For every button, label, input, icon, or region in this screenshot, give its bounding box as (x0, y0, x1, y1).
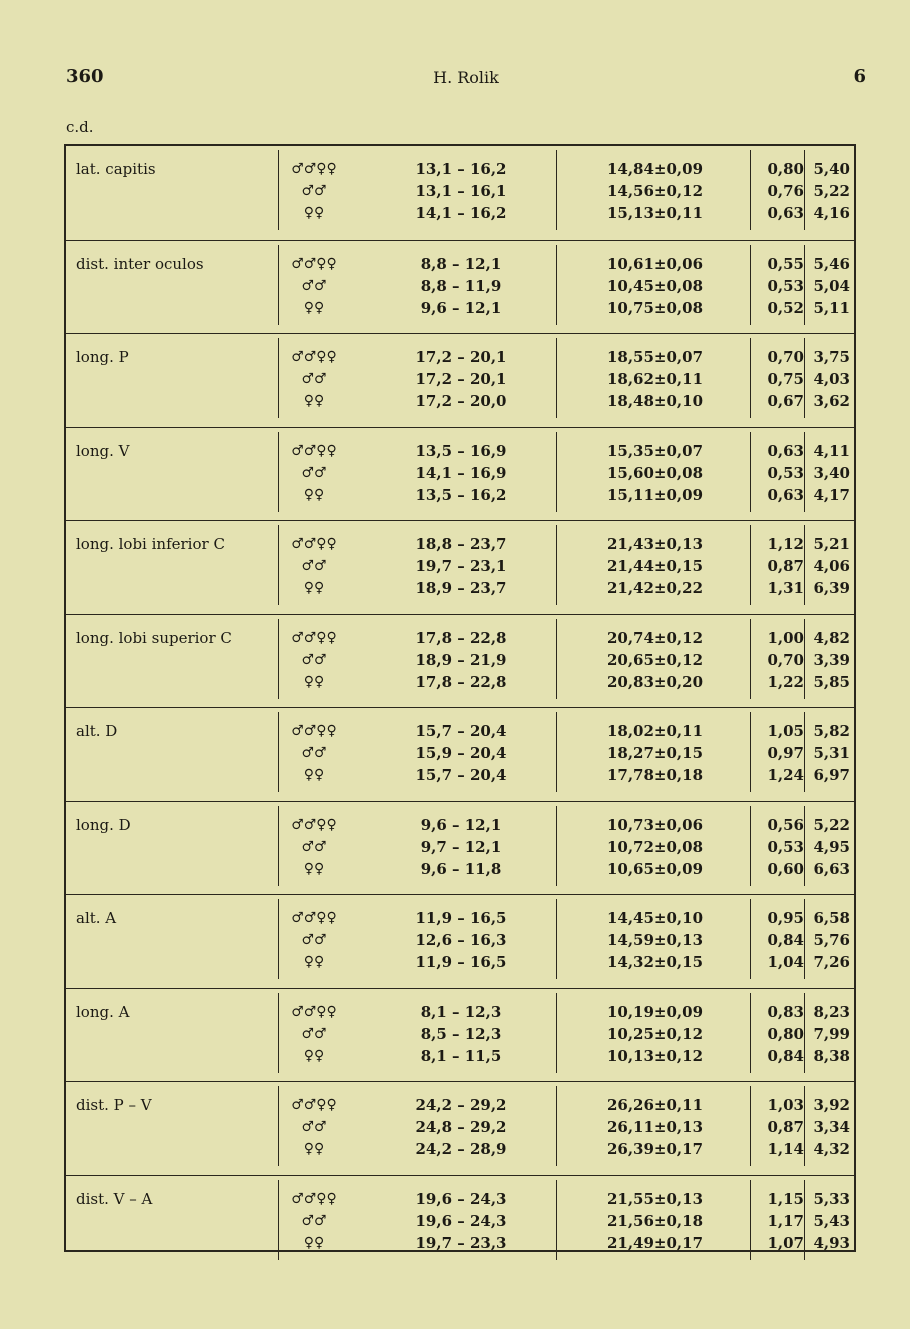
mean-value: 26,11±0,13 (606, 1118, 704, 1136)
cv-value: 4,32 (813, 1140, 850, 1158)
mean-value: 18,48±0,10 (606, 392, 704, 410)
character-name: long. D (76, 815, 131, 834)
mean-value: 15,13±0,11 (606, 204, 704, 222)
character-group (66, 1081, 854, 1174)
mean-value: 10,75±0,08 (606, 298, 704, 317)
range-value: 11,9 – 16,5 (415, 953, 507, 971)
cv-value: 4,11 (813, 441, 850, 460)
sd-value: 0,84 (767, 931, 804, 949)
sd-value: 1,17 (767, 1211, 804, 1230)
range-value: 24,2 – 28,9 (415, 1140, 507, 1158)
sex-label: ♂♂♀♀ (291, 349, 337, 365)
cv-value: 5,43 (813, 1211, 850, 1230)
mean-value: 20,83±0,20 (606, 672, 704, 691)
mean-value: 18,62±0,11 (606, 370, 704, 388)
column-divider (556, 245, 557, 325)
mean-value: 18,27±0,15 (606, 744, 704, 762)
range-value: 8,8 – 11,9 (420, 276, 502, 295)
sex-label: ♂♂ (301, 464, 327, 481)
sd-value: 0,76 (767, 182, 804, 200)
range-value: 19,6 – 24,3 (415, 1211, 507, 1230)
cv-value: 7,99 (813, 1024, 850, 1043)
character-group (66, 614, 854, 707)
character-group (66, 520, 854, 613)
column-divider (750, 1180, 751, 1260)
mean-value: 21,55±0,13 (606, 1189, 704, 1208)
sd-value: 1,05 (767, 722, 804, 740)
sex-label: ♂♂ (301, 558, 327, 574)
character-name: long. P (76, 348, 129, 366)
sex-label: ♂♂♀♀ (291, 442, 337, 459)
mean-value: 10,45±0,08 (606, 276, 704, 295)
character-group (66, 427, 854, 520)
sd-value: 1,12 (767, 535, 804, 553)
running-header (66, 66, 866, 90)
mean-value: 21,43±0,13 (606, 535, 704, 553)
sex-label: ♂♂♀♀ (291, 723, 337, 739)
range-value: 15,7 – 20,4 (415, 766, 507, 784)
cv-value: 5,85 (813, 672, 850, 691)
range-value: 15,7 – 20,4 (415, 722, 507, 740)
column-divider (556, 432, 557, 512)
sd-value: 1,15 (767, 1189, 804, 1208)
mean-value: 26,26±0,11 (606, 1096, 704, 1114)
column-divider (750, 993, 751, 1073)
sd-value: 0,53 (767, 276, 804, 295)
character-group (66, 333, 854, 426)
sex-label: ♀♀ (303, 299, 325, 316)
range-value: 19,6 – 24,3 (415, 1189, 507, 1208)
table-continuation-label: c.d. (66, 118, 94, 136)
measurements-table (64, 144, 856, 1252)
range-value: 8,1 – 12,3 (420, 1002, 502, 1021)
cv-value: 5,33 (813, 1189, 850, 1208)
cv-value: 5,46 (813, 254, 850, 273)
sd-value: 0,67 (767, 392, 804, 410)
column-divider (556, 899, 557, 979)
mean-value: 15,60±0,08 (606, 463, 704, 482)
sd-value: 0,55 (767, 254, 804, 273)
range-value: 8,8 – 12,1 (420, 254, 502, 273)
character-group (66, 240, 854, 333)
sex-label: ♂♂ (301, 183, 327, 199)
sex-label: ♀♀ (303, 486, 325, 503)
character-group (66, 707, 854, 800)
sex-label: ♂♂ (301, 1212, 327, 1229)
range-value: 18,9 – 21,9 (415, 650, 507, 669)
cv-value: 3,75 (813, 348, 850, 366)
sd-value: 0,83 (767, 1002, 804, 1021)
range-value: 13,1 – 16,2 (415, 160, 507, 178)
cv-value: 8,38 (813, 1046, 850, 1065)
range-value: 14,1 – 16,2 (415, 204, 507, 222)
sd-value: 1,07 (767, 1233, 804, 1252)
range-value: 13,5 – 16,9 (415, 441, 507, 460)
range-value: 18,9 – 23,7 (415, 579, 507, 597)
mean-value: 18,55±0,07 (606, 348, 704, 366)
sex-label: ♀♀ (303, 767, 325, 783)
column-divider (556, 712, 557, 792)
sd-value: 0,80 (767, 160, 804, 178)
cv-value: 5,21 (813, 535, 850, 553)
sex-label: ♂♂ (301, 745, 327, 761)
sd-value: 0,75 (767, 370, 804, 388)
character-group (66, 1175, 854, 1268)
character-name: lat. capitis (76, 160, 156, 178)
sd-value: 1,24 (767, 766, 804, 784)
mean-value: 14,32±0,15 (606, 953, 704, 971)
cv-value: 6,97 (813, 766, 850, 784)
mean-value: 10,65±0,09 (606, 859, 704, 878)
range-value: 9,6 – 12,1 (420, 815, 502, 834)
mean-value: 15,35±0,07 (606, 441, 704, 460)
mean-value: 14,45±0,10 (606, 909, 704, 927)
sd-value: 1,03 (767, 1096, 804, 1114)
column-divider (556, 338, 557, 418)
sex-label: ♂♂♀♀ (291, 816, 337, 833)
sex-label: ♂♂♀♀ (291, 255, 337, 272)
column-divider (750, 619, 751, 699)
range-value: 18,8 – 23,7 (415, 535, 507, 553)
character-group (66, 894, 854, 987)
range-value: 9,6 – 12,1 (420, 298, 502, 317)
mean-value: 10,61±0,06 (606, 254, 704, 273)
mean-value: 14,84±0,09 (606, 160, 704, 178)
cv-value: 3,40 (813, 463, 850, 482)
cv-value: 4,17 (813, 485, 850, 504)
mean-value: 20,74±0,12 (606, 628, 704, 647)
sex-label: ♂♂ (301, 932, 327, 948)
sex-label: ♂♂♀♀ (291, 161, 337, 177)
mean-value: 20,65±0,12 (606, 650, 704, 669)
section-number: 6 (853, 66, 866, 87)
character-name: long. lobi superior C (76, 628, 232, 647)
sd-value: 0,80 (767, 1024, 804, 1043)
sex-label: ♂♂ (301, 371, 327, 387)
cv-value: 5,11 (813, 298, 850, 317)
sex-label: ♂♂ (301, 1119, 327, 1135)
sd-value: 0,60 (767, 859, 804, 878)
column-divider (750, 245, 751, 325)
sd-value: 1,22 (767, 672, 804, 691)
column-divider (750, 712, 751, 792)
sd-value: 0,53 (767, 463, 804, 482)
cv-value: 8,23 (813, 1002, 850, 1021)
range-value: 8,5 – 12,3 (420, 1024, 502, 1043)
mean-value: 17,78±0,18 (606, 766, 704, 784)
range-value: 12,6 – 16,3 (415, 931, 507, 949)
mean-value: 10,73±0,06 (606, 815, 704, 834)
page-number: 360 (66, 66, 104, 87)
sd-value: 0,63 (767, 204, 804, 222)
range-value: 24,2 – 29,2 (415, 1096, 507, 1114)
sex-label: ♂♂ (301, 651, 327, 668)
character-name: long. V (76, 441, 130, 460)
sd-value: 0,63 (767, 441, 804, 460)
sd-value: 0,87 (767, 557, 804, 575)
sex-label: ♂♂ (301, 838, 327, 855)
sd-value: 1,14 (767, 1140, 804, 1158)
cv-value: 7,26 (813, 953, 850, 971)
cv-value: 5,04 (813, 276, 850, 295)
cv-value: 4,06 (813, 557, 850, 575)
sex-label: ♂♂♀♀ (291, 629, 337, 646)
sex-label: ♀♀ (303, 580, 325, 596)
sd-value: 0,95 (767, 909, 804, 927)
column-divider (750, 1086, 751, 1166)
cv-value: 6,63 (813, 859, 850, 878)
character-name: long. lobi inferior C (76, 535, 225, 553)
mean-value: 10,25±0,12 (606, 1024, 704, 1043)
character-name: long. A (76, 1002, 130, 1021)
range-value: 17,8 – 22,8 (415, 672, 507, 691)
character-name: alt. A (76, 909, 117, 927)
range-value: 15,9 – 20,4 (415, 744, 507, 762)
cv-value: 6,58 (813, 909, 850, 927)
sex-label: ♀♀ (303, 393, 325, 409)
column-divider (750, 150, 751, 230)
range-value: 19,7 – 23,1 (415, 557, 507, 575)
column-divider (750, 806, 751, 886)
range-value: 11,9 – 16,5 (415, 909, 507, 927)
column-divider (556, 150, 557, 230)
range-value: 24,8 – 29,2 (415, 1118, 507, 1136)
sex-label: ♀♀ (303, 205, 325, 221)
sex-label: ♀♀ (303, 954, 325, 970)
character-name: dist. P – V (76, 1096, 152, 1114)
sex-label: ♂♂♀♀ (291, 1003, 337, 1020)
column-divider (750, 338, 751, 418)
sex-label: ♂♂♀♀ (291, 1190, 337, 1207)
sex-label: ♀♀ (303, 860, 325, 877)
column-divider (750, 432, 751, 512)
cv-value: 5,22 (813, 815, 850, 834)
sex-label: ♀♀ (303, 673, 325, 690)
sex-label: ♀♀ (303, 1047, 325, 1064)
mean-value: 10,19±0,09 (606, 1002, 704, 1021)
sd-value: 0,70 (767, 348, 804, 366)
sex-label: ♂♂♀♀ (291, 536, 337, 552)
mean-value: 26,39±0,17 (606, 1140, 704, 1158)
cv-value: 4,03 (813, 370, 850, 388)
cv-value: 5,82 (813, 722, 850, 740)
cv-value: 4,93 (813, 1233, 850, 1252)
mean-value: 14,56±0,12 (606, 182, 704, 200)
range-value: 17,2 – 20,1 (415, 348, 507, 366)
range-value: 17,2 – 20,0 (415, 392, 507, 410)
column-divider (750, 525, 751, 605)
character-name: dist. inter oculos (76, 254, 204, 273)
sd-value: 1,31 (767, 579, 804, 597)
sd-value: 0,84 (767, 1046, 804, 1065)
sex-label: ♂♂♀♀ (291, 910, 337, 926)
sd-value: 0,52 (767, 298, 804, 317)
range-value: 13,5 – 16,2 (415, 485, 507, 504)
mean-value: 10,72±0,08 (606, 837, 704, 856)
cv-value: 4,16 (813, 204, 850, 222)
mean-value: 15,11±0,09 (606, 485, 704, 504)
cv-value: 3,39 (813, 650, 850, 669)
column-divider (750, 899, 751, 979)
sd-value: 0,70 (767, 650, 804, 669)
column-divider (556, 1180, 557, 1260)
range-value: 17,8 – 22,8 (415, 628, 507, 647)
sd-value: 0,87 (767, 1118, 804, 1136)
mean-value: 18,02±0,11 (606, 722, 704, 740)
sd-value: 1,00 (767, 628, 804, 647)
mean-value: 21,42±0,22 (606, 579, 704, 597)
character-group (66, 146, 854, 238)
character-name: alt. D (76, 722, 118, 740)
cv-value: 5,22 (813, 182, 850, 200)
range-value: 14,1 – 16,9 (415, 463, 507, 482)
cv-value: 5,40 (813, 160, 850, 178)
cv-value: 5,31 (813, 744, 850, 762)
running-head-author: H. Rolik (433, 68, 499, 87)
cv-value: 4,95 (813, 837, 850, 856)
range-value: 9,7 – 12,1 (420, 837, 502, 856)
mean-value: 21,44±0,15 (606, 557, 704, 575)
column-divider (556, 525, 557, 605)
column-divider (556, 1086, 557, 1166)
cv-value: 5,76 (813, 931, 850, 949)
sd-value: 1,04 (767, 953, 804, 971)
column-divider (556, 993, 557, 1073)
character-group (66, 988, 854, 1081)
column-divider (556, 806, 557, 886)
sd-value: 0,56 (767, 815, 804, 834)
sex-label: ♂♂ (301, 1025, 327, 1042)
sex-label: ♀♀ (303, 1234, 325, 1251)
mean-value: 21,49±0,17 (606, 1233, 704, 1252)
sd-value: 0,63 (767, 485, 804, 504)
sd-value: 0,53 (767, 837, 804, 856)
mean-value: 21,56±0,18 (606, 1211, 704, 1230)
column-divider (556, 619, 557, 699)
sd-value: 0,97 (767, 744, 804, 762)
range-value: 8,1 – 11,5 (420, 1046, 502, 1065)
sex-label: ♀♀ (303, 1141, 325, 1157)
character-name: dist. V – A (76, 1189, 153, 1208)
mean-value: 14,59±0,13 (606, 931, 704, 949)
range-value: 13,1 – 16,1 (415, 182, 507, 200)
cv-value: 3,62 (813, 392, 850, 410)
range-value: 9,6 – 11,8 (420, 859, 502, 878)
range-value: 17,2 – 20,1 (415, 370, 507, 388)
cv-value: 6,39 (813, 579, 850, 597)
cv-value: 3,34 (813, 1118, 850, 1136)
character-group (66, 801, 854, 894)
sex-label: ♂♂♀♀ (291, 1097, 337, 1113)
sex-label: ♂♂ (301, 277, 327, 294)
range-value: 19,7 – 23,3 (415, 1233, 507, 1252)
cv-value: 3,92 (813, 1096, 850, 1114)
mean-value: 10,13±0,12 (606, 1046, 704, 1065)
cv-value: 4,82 (813, 628, 850, 647)
